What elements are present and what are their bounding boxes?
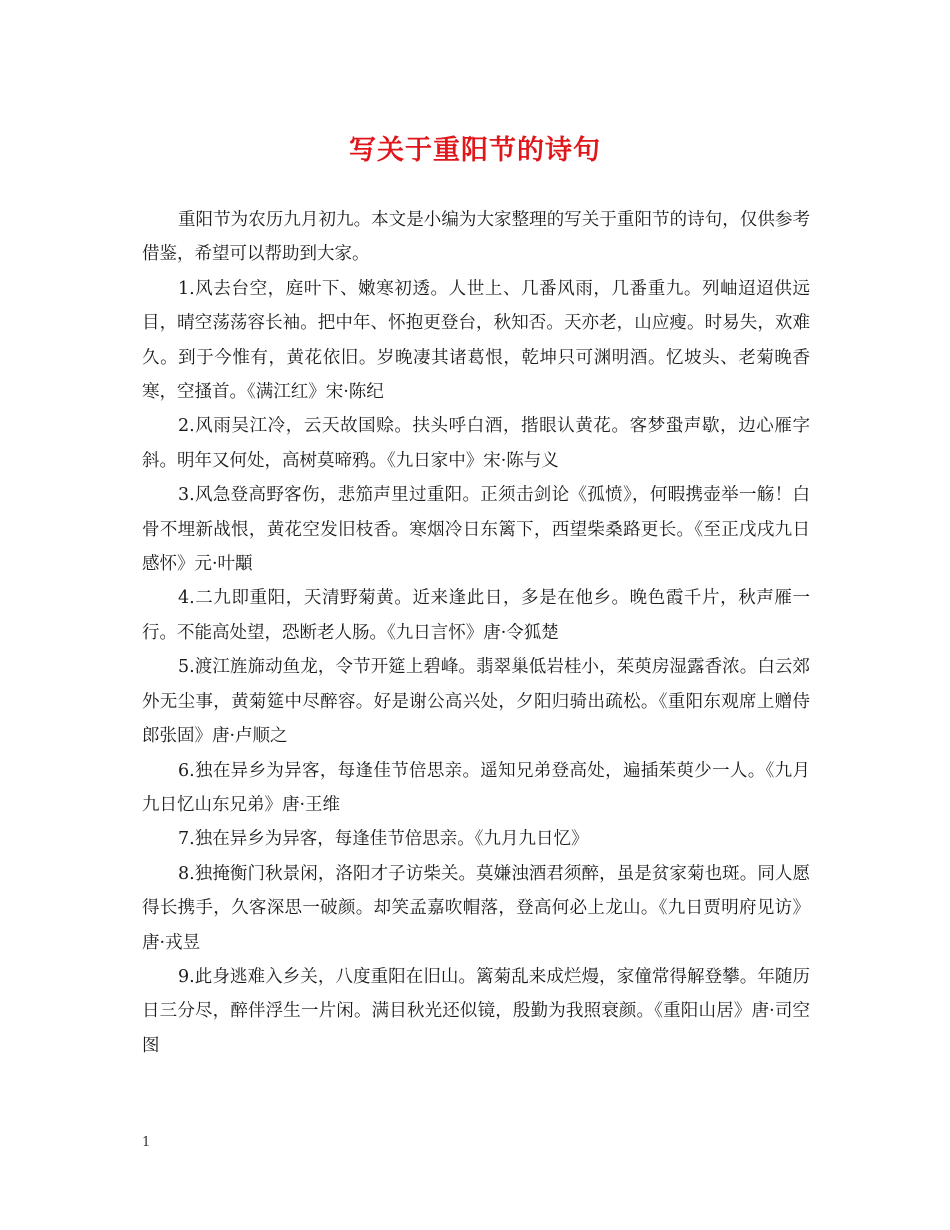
document-body: [142, 203, 810, 1063]
document-title: 写关于重阳节的诗句: [349, 135, 601, 166]
page-number: 1: [142, 1135, 151, 1150]
intro-paragraph: 重阳节为农历九月初九。本文是小编为大家整理的写关于重阳节的诗句，仅供参考借鉴，希望可以帮助到大家。: [142, 210, 810, 265]
poem-paragraph-7: 7.独在异乡为异客，每逢佳节倍思亲。《九月九日忆》: [178, 829, 589, 850]
poem-paragraph-4: 4.二九即重阳，天清野菊黄。近来逢此日，多是在他乡。晚色霞千片，秋声雁一行。不能高处望，恐断老人肠。《九日言怀》唐·令狐楚: [142, 588, 810, 643]
poem-paragraph-2: 2.风雨吴江冷，云天故国赊。扶头呼白酒，揩眼认黄花。客梦蛩声歇，边心雁字斜。明年又何处，高树莫啼鸦。《九日家中》宋·陈与义: [142, 416, 810, 471]
poem-paragraph-6: 6.独在异乡为异客，每逢佳节倍思亲。遥知兄弟登高处，遍插茱萸少一人。《九月九日忆山东兄弟》唐·王维: [142, 760, 810, 815]
poem-paragraph-8: 8.独掩衡门秋景闲，洛阳才子访柴关。莫嫌浊酒君须醉，虽是贫家菊也斑。同人愿得长携手，久客深思一破颜。却笑孟嘉吹帽落，登高何必上龙山。《九日贾明府见访》唐·戎昱: [142, 863, 810, 953]
poem-paragraph-1: 1.风去台空，庭叶下、嫩寒初透。人世上、几番风雨，几番重九。列岫迢迢供远目，晴空荡荡容长袖。把中年、怀抱更登台，秋知否。天亦老，山应瘦。时易失，欢难久。到于今惟有，黄花依旧。岁晚凄其诸葛恨，乾坤只可渊明酒。忆坡头、老菊晚香寒，空搔首。《满江红》宋·陈纪: [142, 278, 810, 403]
poem-paragraph-3: 3.风急登高野客伤，悲笳声里过重阳。正须击剑论《孤愤》，何暇携壶举一觞！白骨不埋新战恨，黄花空发旧枝香。寒烟冷日东篱下，西望柴桑路更长。《至正戊戌九日感怀》元·叶顒: [142, 485, 810, 575]
poem-paragraph-9: 9.此身逃难入乡关，八度重阳在旧山。篱菊乱来成烂熳，家僮常得解登攀。年随历日三分尽，醉伴浮生一片闲。满目秋光还似镜，殷勤为我照衰颜。《重阳山居》唐·司空图: [142, 966, 810, 1056]
poem-paragraph-5: 5.渡江旌旆动鱼龙，令节开筵上碧峰。翡翠巢低岩桂小，茱萸房湿露香浓。白云郊外无尘事，黄菊筵中尽醉容。好是谢公高兴处，夕阳归骑出疏松。《重阳东观席上赠侍郎张固》唐·卢顺之: [142, 657, 810, 747]
